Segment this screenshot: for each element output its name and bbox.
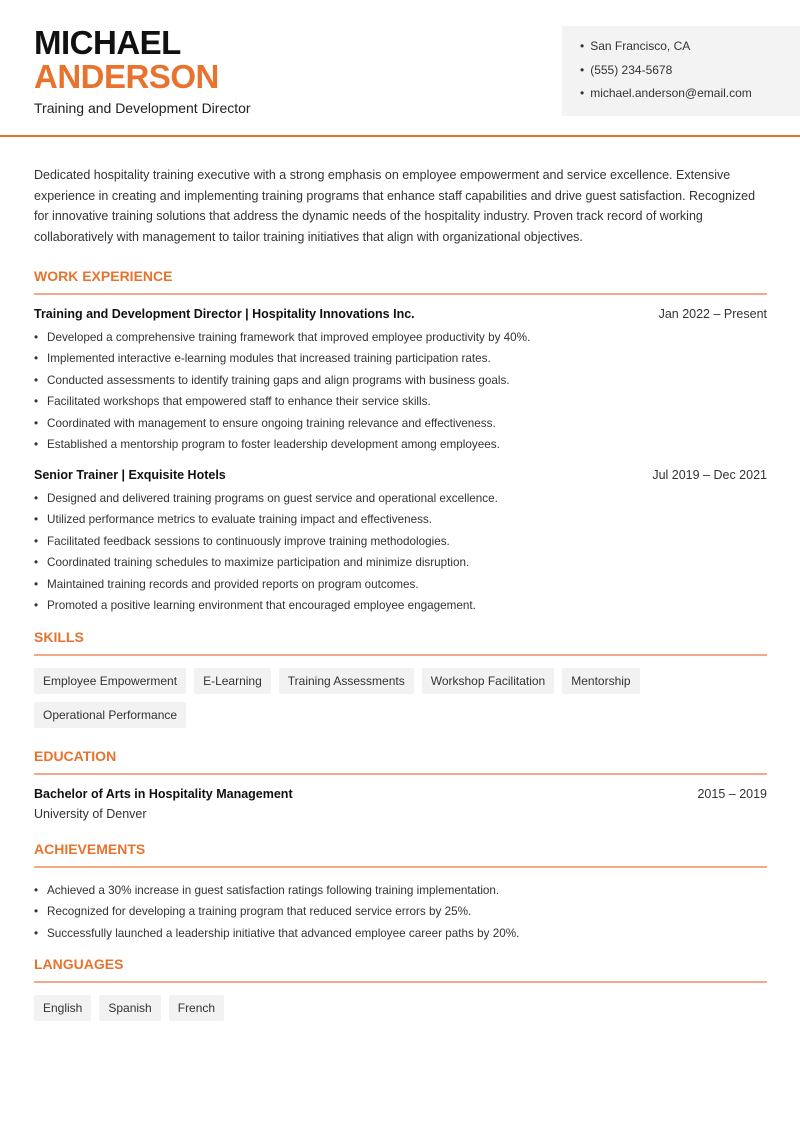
list-item: • Achieved a 30% increase in guest satisfaction ratings following training implementation. bbox=[34, 880, 767, 902]
summary: Dedicated hospitality training executive with a strong emphasis on employee empowerment and service excellence. Extensive experience in creating and implementing training programs that enhance staff capabilities and drive guest satisfaction. Recognized for innovative training solutions that address the dynamic needs of the hospitality industry. Proven track record of working collaboratively with management to tailor training initiatives that align with organizational objectives. bbox=[34, 168, 756, 245]
section-heading: LANGUAGES bbox=[34, 956, 767, 983]
job-bullets bbox=[34, 488, 767, 617]
list-item: • Conducted assessments to identify training gaps and align programs with business goals. bbox=[34, 370, 767, 392]
list-item: • Utilized performance metrics to evaluate training impact and effectiveness. bbox=[34, 509, 767, 531]
language-tag: English bbox=[34, 995, 91, 1021]
job-header bbox=[34, 307, 767, 321]
education-header bbox=[34, 787, 767, 801]
job-title: Training and Development Director | Hospitality Innovations Inc. bbox=[34, 306, 415, 321]
list-item: • Established a mentorship program to foster leadership development among employees. bbox=[34, 434, 767, 456]
job-dates: Jul 2019 – Dec 2021 bbox=[652, 467, 767, 482]
first-name: MICHAEL bbox=[34, 24, 181, 61]
resume-header bbox=[0, 0, 800, 137]
language-tag: French bbox=[169, 995, 224, 1021]
job-title: Training and Development Director bbox=[34, 100, 251, 116]
skill-tag: Training Assessments bbox=[279, 668, 414, 694]
list-item: • Implemented interactive e-learning modules that increased training participation rates. bbox=[34, 348, 767, 370]
language-tag: Spanish bbox=[99, 995, 160, 1021]
skill-tag: Workshop Facilitation bbox=[422, 668, 555, 694]
list-item: • Designed and delivered training programs on guest service and operational excellence. bbox=[34, 488, 767, 510]
languages-section bbox=[34, 956, 767, 1021]
last-name: ANDERSON bbox=[34, 58, 219, 95]
contact-box bbox=[562, 26, 800, 116]
job-title: Senior Trainer | Exquisite Hotels bbox=[34, 467, 226, 482]
section-heading: SKILLS bbox=[34, 629, 767, 656]
section-heading: ACHIEVEMENTS bbox=[34, 841, 767, 868]
achievements-section bbox=[34, 841, 767, 945]
contact-location: • San Francisco, CA bbox=[580, 39, 800, 63]
skill-tag: Employee Empowerment bbox=[34, 668, 186, 694]
job-header bbox=[34, 468, 767, 482]
list-item: • Coordinated with management to ensure ongoing training relevance and effectiveness. bbox=[34, 413, 767, 435]
list-item: • Coordinated training schedules to maximize participation and minimize disruption. bbox=[34, 552, 767, 574]
list-item: • Successfully launched a leadership initiative that advanced employee career paths by 20%. bbox=[34, 923, 767, 945]
job-bullets bbox=[34, 327, 767, 456]
skill-tag: Mentorship bbox=[562, 668, 639, 694]
skill-tag: Operational Performance bbox=[34, 702, 186, 728]
contact-phone: • (555) 234-5678 bbox=[580, 63, 800, 87]
achievements-list bbox=[34, 880, 767, 945]
education-section bbox=[34, 748, 767, 821]
degree: Bachelor of Arts in Hospitality Management bbox=[34, 786, 293, 801]
school: University of Denver bbox=[34, 806, 147, 821]
list-item: • Promoted a positive learning environment that encouraged employee engagement. bbox=[34, 595, 767, 617]
list-item: • Recognized for developing a training program that reduced service errors by 25%. bbox=[34, 901, 767, 923]
contact-email: • michael.anderson@email.com bbox=[580, 86, 800, 110]
list-item: • Developed a comprehensive training framework that improved employee productivity by 40%. bbox=[34, 327, 767, 349]
work-experience-section bbox=[34, 268, 767, 617]
section-heading: WORK EXPERIENCE bbox=[34, 268, 767, 295]
job-dates: Jan 2022 – Present bbox=[658, 306, 767, 321]
list-item: • Facilitated feedback sessions to continuously improve training methodologies. bbox=[34, 531, 767, 553]
list-item: • Facilitated workshops that empowered staff to enhance their service skills. bbox=[34, 391, 767, 413]
list-item: • Maintained training records and provided reports on program outcomes. bbox=[34, 574, 767, 596]
skills-section bbox=[34, 629, 767, 728]
education-dates: 2015 – 2019 bbox=[697, 786, 767, 801]
section-heading: EDUCATION bbox=[34, 748, 767, 775]
skill-tag: E-Learning bbox=[194, 668, 271, 694]
